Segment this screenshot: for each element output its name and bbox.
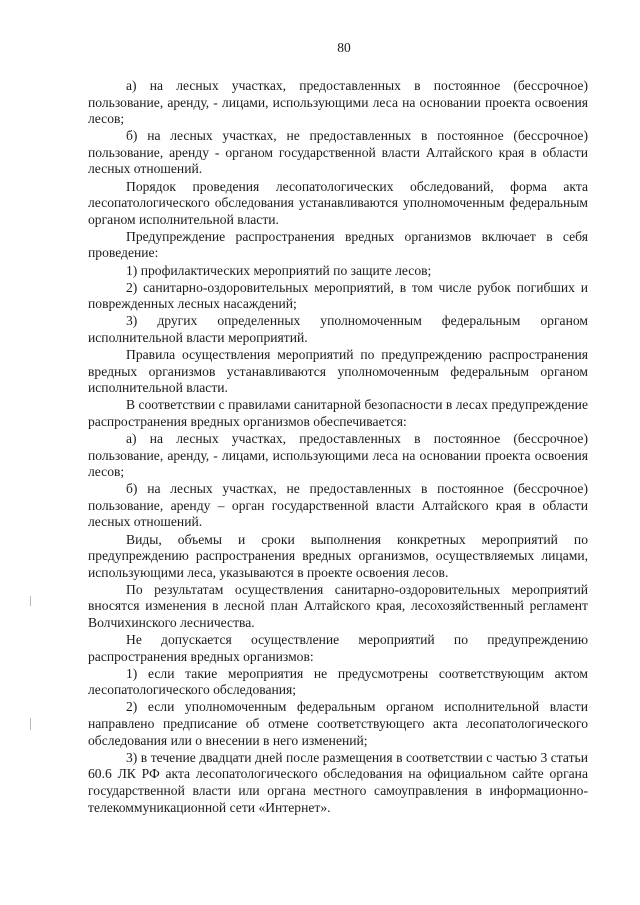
scan-margin-mark [30, 718, 31, 730]
paragraph: б) на лесных участках, не предоставленных в постоянное (бессрочное) пользование, аренду – орган государственной власти Алтайского края в области лесных отношений. [88, 481, 588, 530]
paragraph: а) на лесных участках, предоставленных в постоянное (бессрочное) пользование, аренду, - лицами, использующими леса на основании проекта освоения лесов; [88, 78, 588, 127]
paragraph: 2) если уполномоченным федеральным органом исполнительной власти направлено предписание об отмене соответствующего акта лесопатологического обследования или о внесении в него изменений; [88, 699, 588, 748]
paragraph: Порядок проведения лесопатологических обследований, форма акта лесопатологического обследования устанавливаются уполномоченным федеральным органом исполнительной власти. [88, 178, 588, 227]
paragraph: 3) в течение двадцати дней после размещения в соответствии с частью 3 статьи 60.6 ЛК РФ акта лесопатологического обследования на официальном сайте органа государственной власти или органа местного самоуправления в информационно-телекоммуникационной сети «Интернет». [88, 749, 588, 815]
paragraph: а) на лесных участках, предоставленных в постоянное (бессрочное) пользование, аренду, - лицами, использующими леса на основании проекта освоения лесов; [88, 430, 588, 480]
paragraph: Правила осуществления мероприятий по предупреждению распространения вредных организмов устанавливаются уполномоченным федеральным органом исполнительной власти. [88, 347, 588, 396]
paragraph: Виды, объемы и сроки выполнения конкретных мероприятий по предупреждению распространения вредных организмов, осуществляемых лицами, использующими леса, указываются в проекте освоения лесов. [88, 531, 588, 580]
page-number: 80 [337, 40, 351, 55]
paragraph: 2) санитарно-оздоровительных мероприятий, в том числе рубок погибших и поврежденных лесных насаждений; [88, 279, 588, 312]
document-body [88, 78, 588, 816]
paragraph: По результатам осуществления санитарно-оздоровительных мероприятий вносятся изменения в лесной план Алтайского края, лесохозяйственный регламент Волчихинского лесничества. [88, 581, 588, 630]
paragraph: 3) других определенных уполномоченным федеральным органом исполнительной власти мероприятий. [88, 313, 588, 345]
paragraph: Не допускается осуществление мероприятий по предупреждению распространения вредных организмов: [88, 632, 588, 664]
paragraph: В соответствии с правилами санитарной безопасности в лесах предупреждение распространения вредных организмов обеспечивается: [88, 397, 588, 429]
paragraph: Предупреждение распространения вредных организмов включает в себя проведение: [88, 228, 588, 261]
paragraph: б) на лесных участках, не предоставленных в постоянное (бессрочное) пользование, аренду - органом государственной власти Алтайского края в области лесных отношений. [88, 128, 588, 177]
paragraph: 1) профилактических мероприятий по защите лесов; [126, 262, 432, 278]
scan-margin-mark [30, 596, 31, 606]
paragraph: 1) если такие мероприятия не предусмотрены соответствующим актом лесопатологического обследования; [88, 665, 588, 698]
